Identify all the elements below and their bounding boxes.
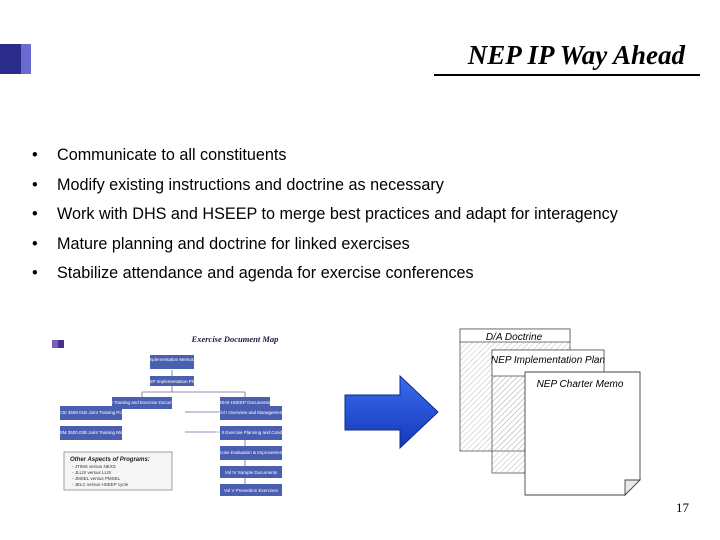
map-box-label: DHS HSEEP Documents: [220, 400, 270, 405]
other-aspect-item: - JTIMS versus NEXS: [72, 464, 116, 469]
document-label: NEP Implementation Plan: [490, 355, 606, 366]
map-box-label: Vol I Overview and Management: [218, 410, 284, 415]
page-number: 17: [676, 500, 689, 515]
bullet-text: Work with DHS and HSEEP to merge best practices and adapt for interagency: [57, 205, 618, 223]
bullet-text: Modify existing instructions and doctrine as necessary: [57, 175, 444, 194]
map-box-label: Vol V Prevention Exercises: [223, 488, 279, 493]
map-box-label: NEP Implementation Memorandum: [136, 357, 208, 362]
bullet-icon: •: [32, 146, 38, 164]
map-box-label: CJCSM 3500.03B Joint Training Manual: [50, 430, 132, 435]
bullet-text: Stabilize attendance and agenda for exercise conferences: [57, 264, 474, 282]
bullet-icon: •: [32, 264, 38, 282]
other-aspect-item: - JMSEL versus PMSEL: [72, 476, 121, 481]
document-label: NEP Charter Memo: [536, 379, 624, 390]
map-box-label: Vol III Exercise Evaluation & Improvement Planning: [199, 450, 303, 455]
map-box-label: Vol IV Sample Documents: [224, 470, 278, 475]
map-title: Exercise Document Map: [191, 334, 279, 344]
bullet-icon: •: [32, 234, 38, 253]
document-label: D/A Doctrine: [485, 332, 543, 343]
slide-title: NEP IP Way Ahead: [467, 40, 685, 70]
other-aspect-item: - JELC versus HSEEP cycle: [72, 482, 129, 487]
document-nep-charter-memo: [525, 372, 640, 495]
map-box-label: DOD Training and Exercise Documents: [102, 400, 182, 405]
bullet-icon: •: [32, 175, 38, 194]
bullet-text: Mature planning and doctrine for linked exercises: [57, 234, 410, 253]
bullet-icon: •: [32, 205, 38, 223]
map-box-label: Vol II Exercise Planning and Conduct: [213, 430, 289, 435]
other-aspects-title: Other Aspects of Programs:: [70, 457, 150, 463]
map-box-label: NEP Implementation Plan: [146, 379, 198, 384]
map-box-label: CJCSI 3500.01B Joint Training Policy: [53, 410, 129, 415]
bullet-text: Communicate to all constituents: [57, 146, 287, 164]
other-aspect-item: - JLLIS versus LLIS: [72, 470, 112, 475]
